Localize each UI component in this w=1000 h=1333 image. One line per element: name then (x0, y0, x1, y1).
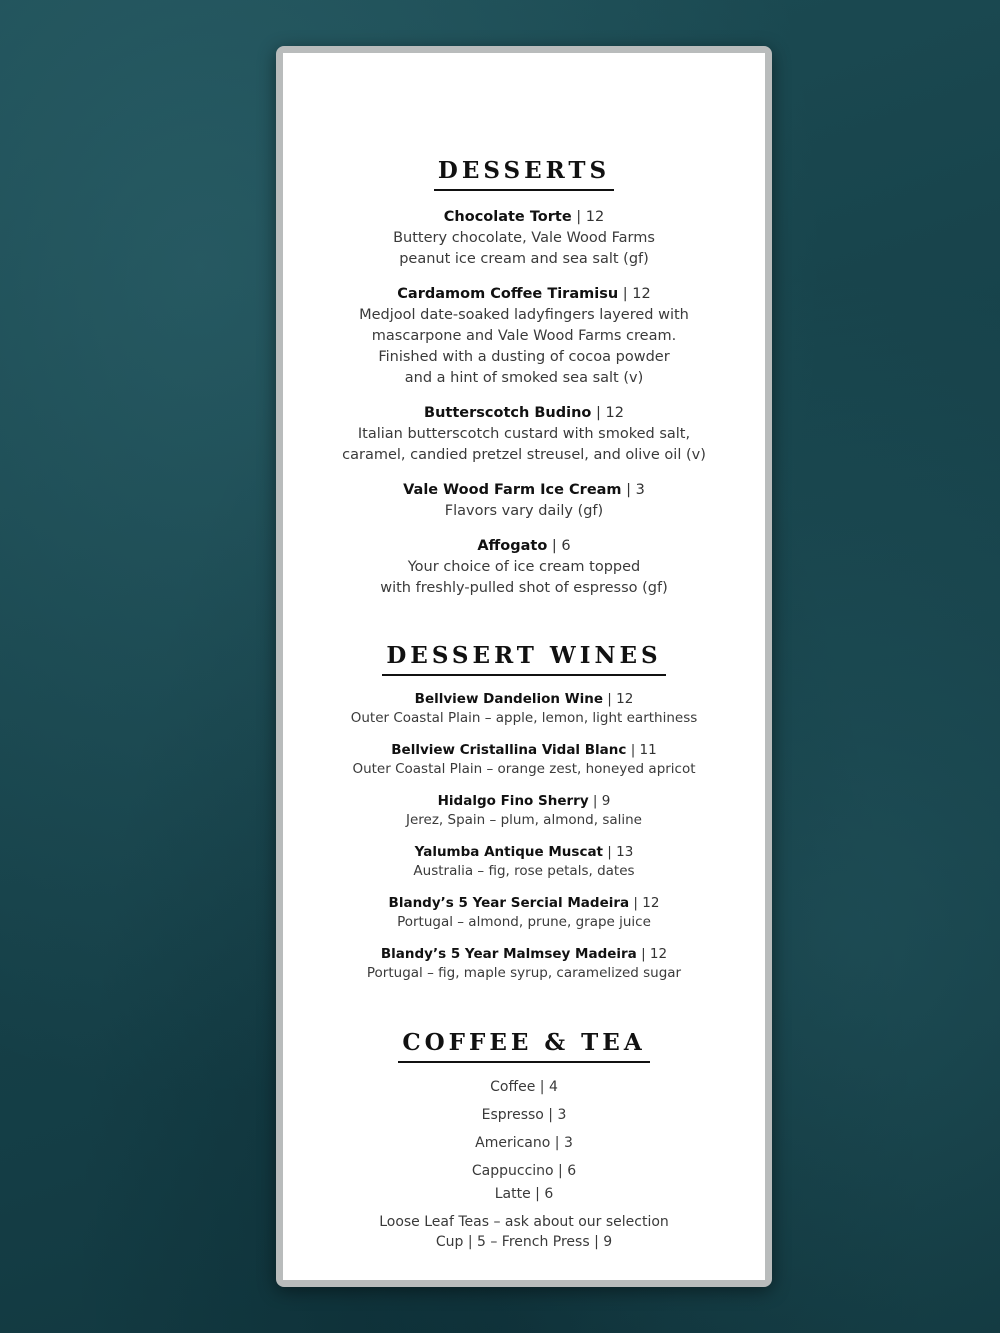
wine-desc: Australia – fig, rose petals, dates (413, 863, 635, 879)
wines-title: DESSERT WINES (382, 641, 665, 676)
wine-price: | 13 (603, 844, 634, 860)
wine-name: Yalumba Antique Muscat (414, 844, 604, 860)
dessert-name: Chocolate Torte (443, 209, 572, 225)
coffee-item: Coffee | 4 (490, 1079, 558, 1095)
wine-desc: Jerez, Spain – plum, almond, saline (406, 812, 642, 828)
coffee-item: Latte | 6 (494, 1186, 554, 1202)
dessert-price: | 3 (621, 482, 645, 498)
dessert-price: | 6 (547, 538, 571, 554)
wine-desc: Outer Coastal Plain – orange zest, honeyed apricot (352, 761, 696, 777)
dessert-desc: Finished with a dusting of cocoa powder (378, 349, 670, 365)
wine-name: Bellview Cristallina Vidal Blanc (391, 742, 627, 758)
dessert-desc: Flavors vary daily (gf) (444, 503, 604, 519)
tea-prices: Cup | 5 – French Press | 9 (435, 1234, 613, 1250)
dessert-name: Cardamom Coffee Tiramisu (397, 286, 619, 302)
tea-line: Loose Leaf Teas – ask about our selection (379, 1214, 669, 1230)
dessert-name: Butterscotch Budino (424, 405, 592, 421)
dessert-name: Affogato (477, 538, 548, 554)
wine-item (283, 894, 765, 932)
dessert-item (283, 207, 765, 270)
desserts-list (283, 207, 765, 599)
wine-price: | 9 (588, 793, 611, 809)
menu-card (283, 53, 765, 1280)
dessert-desc: caramel, candied pretzel streusel, and olive oil (v) (342, 447, 706, 463)
wine-price: | 12 (603, 691, 634, 707)
wines-section (283, 641, 765, 996)
dessert-item (283, 403, 765, 466)
wine-name: Blandy’s 5 Year Sercial Madeira (388, 895, 630, 911)
wines-list (283, 690, 765, 983)
coffee-section (283, 1028, 765, 1252)
menu-frame (276, 46, 772, 1287)
wine-name: Blandy’s 5 Year Malmsey Madeira (380, 946, 637, 962)
dessert-desc: Italian butterscotch custard with smoked salt, (357, 426, 691, 442)
wine-item (283, 945, 765, 983)
dessert-price: | 12 (618, 286, 651, 302)
dessert-desc: Buttery chocolate, Vale Wood Farms (393, 230, 655, 246)
dessert-item (283, 480, 765, 522)
wine-desc: Portugal – almond, prune, grape juice (397, 914, 651, 930)
dessert-desc: peanut ice cream and sea salt (gf) (399, 251, 649, 267)
dessert-desc: with freshly-pulled shot of espresso (gf) (380, 580, 668, 596)
coffee-list (283, 1077, 765, 1252)
wine-item (283, 843, 765, 881)
dessert-desc: Medjool date-soaked ladyfingers layered with (359, 307, 689, 323)
wine-item (283, 792, 765, 830)
wine-price: | 11 (626, 742, 657, 758)
wine-name: Hidalgo Fino Sherry (437, 793, 589, 809)
wine-price: | 12 (636, 946, 668, 962)
wine-name: Bellview Dandelion Wine (414, 691, 603, 707)
dessert-desc: Your choice of ice cream topped (407, 559, 641, 575)
dessert-price: | 12 (571, 209, 605, 225)
wine-desc: Outer Coastal Plain – apple, lemon, light earthiness (350, 710, 698, 726)
desserts-section (283, 156, 765, 613)
dessert-item (283, 536, 765, 599)
wine-desc: Portugal – fig, maple syrup, caramelized sugar (366, 965, 682, 981)
dessert-desc: and a hint of smoked sea salt (v) (404, 370, 644, 386)
dessert-name: Vale Wood Farm Ice Cream (403, 482, 622, 498)
wine-item (283, 741, 765, 779)
dessert-price: | 12 (591, 405, 624, 421)
coffee-item: Americano | 3 (475, 1135, 573, 1151)
wine-price: | 12 (629, 895, 660, 911)
desserts-title: DESSERTS (434, 156, 614, 191)
coffee-item: Espresso | 3 (481, 1107, 567, 1123)
dessert-desc: mascarpone and Vale Wood Farms cream. (371, 328, 677, 344)
dessert-item (283, 284, 765, 389)
coffee-title: COFFEE & TEA (398, 1028, 649, 1063)
wine-item (283, 690, 765, 728)
coffee-item: Cappuccino | 6 (471, 1163, 577, 1179)
